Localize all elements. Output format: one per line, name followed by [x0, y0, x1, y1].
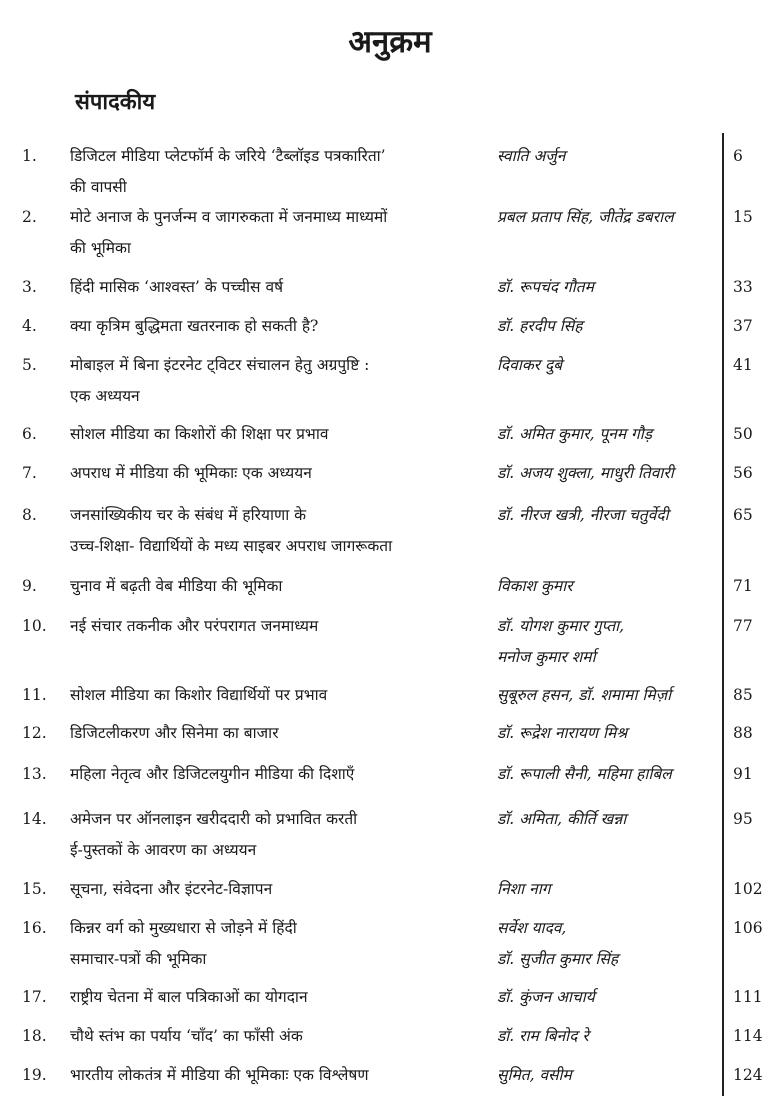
entry-title: [70, 141, 490, 203]
entry-number: 11.: [22, 686, 47, 704]
entry-number: 8.: [22, 506, 37, 524]
entry-title-line: हिंदी मासिक ‘आश्वस्त’ के पच्चीस वर्ष: [70, 278, 284, 296]
entry-title: [70, 350, 490, 412]
entry-author-line: विकाश कुमार: [497, 577, 573, 595]
entry-authors: [497, 982, 722, 1013]
entry-title-line: उच्च-शिक्षा- विद्यार्थियों के मध्य साइबर अपराध जागरूकता: [70, 537, 393, 555]
entry-title-line: नई संचार तकनीक और परंपरागत जनमाध्यम: [70, 617, 319, 635]
entry-author-line: डॉ. नीरज खत्री, नीरजा चतुर्वेदी: [497, 506, 669, 524]
entry-title-line: भारतीय लोकतंत्र में मीडिया की भूमिकाः एक विश्लेषण: [70, 1066, 369, 1084]
entry-title: [70, 874, 490, 905]
entry-title-line: मोटे अनाज के पुनर्जन्म व जागरुकता में जनमाध्य माध्यमों: [70, 208, 388, 226]
entry-page-number: 88: [733, 724, 753, 742]
entry-title: [70, 458, 490, 489]
entry-title-line: की भूमिका: [70, 239, 131, 257]
entry-author-line: मनोज कुमार शर्मा: [497, 648, 596, 666]
entry-author-line: डॉ. अमिता, कीर्ति खन्ना: [497, 810, 627, 828]
entry-number: 16.: [22, 919, 47, 937]
entry-title-line: की वापसी: [70, 178, 127, 196]
entry-author-line: निशा नाग: [497, 880, 551, 898]
entry-author-line: डॉ. सुजीत कुमार सिंह: [497, 950, 619, 968]
entry-title: [70, 311, 490, 342]
entry-title-line: सूचना, संवेदना और इंटरनेट-विज्ञापन: [70, 880, 273, 898]
entry-title-line: सोशल मीडिया का किशोर विद्यार्थियों पर प्रभाव: [70, 686, 328, 704]
entry-number: 12.: [22, 724, 47, 742]
entry-number: 18.: [22, 1027, 47, 1045]
entry-page-number: 6: [733, 147, 743, 165]
entry-title-line: मोबाइल में बिना इंटरनेट ट्विटर संचालन हेतु अग्रपुष्टि :: [70, 356, 370, 374]
entry-title: [70, 718, 490, 749]
page-title: अनुक्रम: [348, 24, 432, 60]
entry-authors: [497, 1060, 722, 1091]
entry-author-line: डॉ. रूपाली सैनी, महिमा हाबिल: [497, 765, 672, 783]
entry-authors: [497, 759, 722, 790]
entry-author-line: प्रबल प्रताप सिंह, जीतेंद्र डबराल: [497, 208, 674, 226]
column-divider: [722, 133, 724, 1096]
entry-title: [70, 804, 490, 866]
entry-title: [70, 1021, 490, 1052]
entry-authors: [497, 611, 722, 673]
entry-number: 7.: [22, 464, 37, 482]
entry-title: [70, 611, 490, 642]
entry-page-number: 33: [733, 278, 753, 296]
entry-title: [70, 571, 490, 602]
entry-page-number: 50: [733, 425, 753, 443]
entry-number: 15.: [22, 880, 47, 898]
entry-number: 10.: [22, 617, 47, 635]
entry-page-number: 37: [733, 317, 753, 335]
entry-title-line: सोशल मीडिया का किशोरों की शिक्षा पर प्रभाव: [70, 425, 329, 443]
entry-authors: [497, 500, 722, 531]
entry-author-line: डॉ. रूपचंद गौतम: [497, 278, 594, 296]
entry-page-number: 15: [733, 208, 753, 226]
entry-page-number: 85: [733, 686, 753, 704]
entry-title: [70, 419, 490, 450]
entry-authors: [497, 419, 722, 450]
entry-authors: [497, 272, 722, 303]
entry-author-line: डॉ. अमित कुमार, पूनम गौड़: [497, 425, 653, 443]
entry-title: [70, 982, 490, 1013]
entry-number: 9.: [22, 577, 37, 595]
entry-page-number: 91: [733, 765, 753, 783]
entry-title-line: अमेजन पर ऑनलाइन खरीददारी को प्रभावित करती: [70, 810, 358, 828]
entry-authors: [497, 458, 722, 489]
entry-authors: [497, 804, 722, 835]
entry-title: [70, 202, 490, 264]
entry-authors: [497, 571, 722, 602]
entry-title: [70, 272, 490, 303]
entry-author-line: सुमित, वसीम: [497, 1066, 572, 1084]
entry-title-line: महिला नेतृत्व और डिजिटलयुगीन मीडिया की दिशाएँ: [70, 765, 355, 783]
entry-page-number: 124: [733, 1066, 763, 1084]
entry-author-line: सुबूरुल हसन, डॉ. शमामा मिर्ज़ा: [497, 686, 672, 704]
entry-page-number: 41: [733, 356, 753, 374]
entry-title-line: राष्ट्रीय चेतना में बाल पत्रिकाओं का योगदान: [70, 988, 308, 1006]
entry-page-number: 56: [733, 464, 753, 482]
entry-page-number: 106: [733, 919, 763, 937]
entry-authors: [497, 350, 722, 381]
entry-number: 5.: [22, 356, 37, 374]
entry-number: 6.: [22, 425, 37, 443]
entry-title-line: डिजिटल मीडिया प्लेटफॉर्म के जरिये ‘टैब्लॉइड पत्रकारिता’: [70, 147, 386, 165]
entry-title: [70, 759, 490, 790]
entry-title-line: जनसांख्यिकीय चर के संबंध में हरियाणा के: [70, 506, 307, 524]
entry-page-number: 77: [733, 617, 753, 635]
entry-title: [70, 500, 490, 562]
entry-number: 3.: [22, 278, 37, 296]
entry-number: 19.: [22, 1066, 47, 1084]
entry-authors: [497, 718, 722, 749]
entry-author-line: डॉ. योगश कुमार गुप्ता,: [497, 617, 625, 635]
entry-page-number: 95: [733, 810, 753, 828]
entry-number: 17.: [22, 988, 47, 1006]
entry-page-number: 114: [733, 1027, 763, 1045]
entry-title-line: अपराध में मीडिया की भूमिकाः एक अध्ययन: [70, 464, 312, 482]
entry-title-line: ई-पुस्तकों के आवरण का अध्ययन: [70, 841, 257, 859]
entry-authors: [497, 202, 722, 233]
entry-number: 2.: [22, 208, 37, 226]
entry-authors: [497, 913, 722, 975]
entry-author-line: डॉ. कुंजन आचार्य: [497, 988, 595, 1006]
entry-title-line: एक अध्ययन: [70, 387, 140, 405]
entry-author-line: डॉ. रूद्रेश नारायण मिश्र: [497, 724, 628, 742]
entry-title-line: चौथे स्तंभ का पर्याय ‘चाँद’ का फाँसी अंक: [70, 1027, 303, 1045]
entry-page-number: 65: [733, 506, 753, 524]
entry-page-number: 102: [733, 880, 763, 898]
editorial-heading: संपादकीय: [75, 89, 156, 115]
entry-authors: [497, 680, 722, 711]
entry-author-line: सर्वेश यादव,: [497, 919, 567, 937]
entry-title: [70, 913, 490, 975]
entry-title-line: क्या कृत्रिम बुद्धिमता खतरनाक हो सकती है?: [70, 317, 319, 335]
entry-title-line: चुनाव में बढ़ती वेब मीडिया की भूमिका: [70, 577, 283, 595]
entry-author-line: डॉ. हरदीप सिंह: [497, 317, 583, 335]
entry-number: 4.: [22, 317, 37, 335]
entry-author-line: दिवाकर दुबे: [497, 356, 563, 374]
entry-authors: [497, 141, 722, 172]
entry-page-number: 111: [733, 988, 763, 1006]
entry-number: 14.: [22, 810, 47, 828]
entry-authors: [497, 1021, 722, 1052]
entry-authors: [497, 311, 722, 342]
entry-number: 13.: [22, 765, 47, 783]
entry-number: 1.: [22, 147, 37, 165]
entry-title-line: डिजिटलीकरण और सिनेमा का बाजार: [70, 724, 279, 742]
entry-title: [70, 1060, 490, 1091]
entry-page-number: 71: [733, 577, 753, 595]
entry-title: [70, 680, 490, 711]
entry-author-line: डॉ. अजय शुक्ला, माधुरी तिवारी: [497, 464, 674, 482]
entry-title-line: समाचार-पत्रों की भूमिका: [70, 950, 207, 968]
entry-title-line: किन्नर वर्ग को मुख्यधारा से जोड़ने में हिंदी: [70, 919, 297, 937]
entry-author-line: स्वाति अर्जुन: [497, 147, 566, 165]
entry-authors: [497, 874, 722, 905]
entry-author-line: डॉ. राम बिनोद रे: [497, 1027, 589, 1045]
